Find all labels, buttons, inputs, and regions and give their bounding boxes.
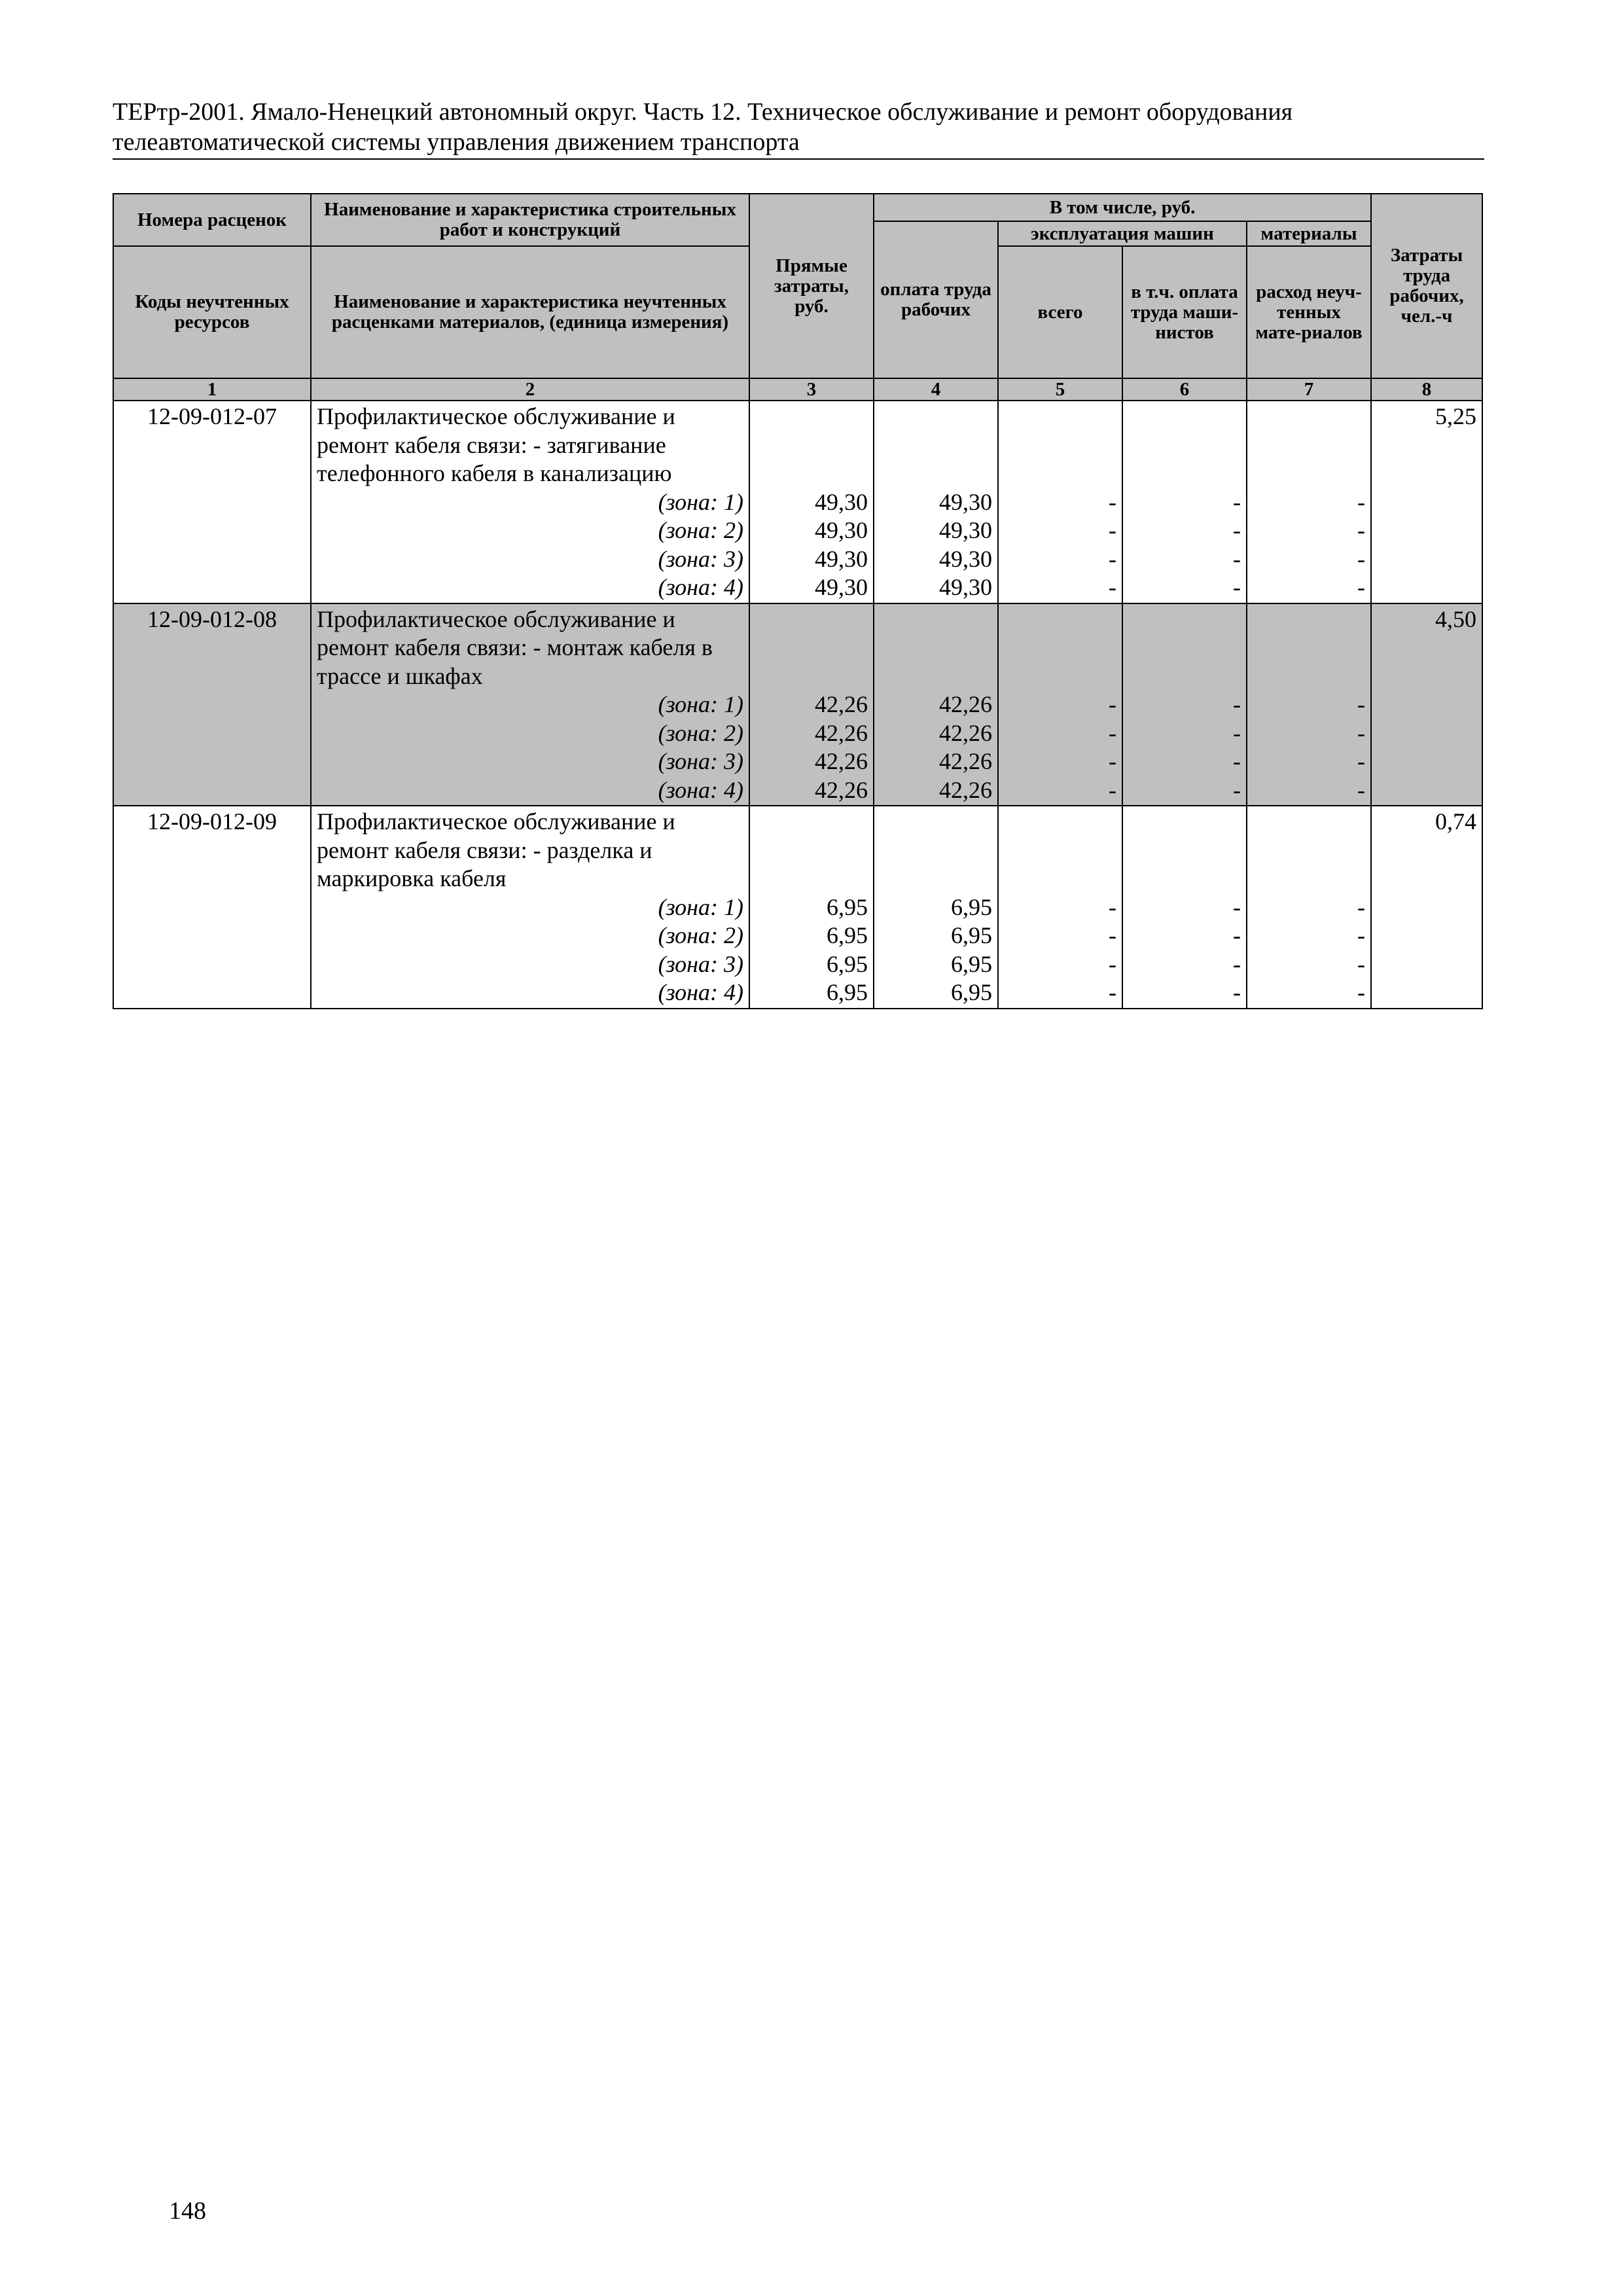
materials-use-value: - (1357, 545, 1366, 572)
labor-pay-value: 49,30 (939, 545, 992, 572)
direct-cost-value: 49,30 (815, 574, 868, 600)
rate-code: 12-09-012-09 (113, 806, 311, 1009)
machines-operator-pay-cell (1122, 401, 1247, 603)
machines-operator-pay-value: - (1233, 488, 1241, 515)
machines-total-value: - (1109, 979, 1116, 1005)
materials-use-value: - (1357, 893, 1366, 920)
header-title-line-1: ТЕРтр-2001. Ямало-Ненецкий автономный округ. Часть 12. Техническое обслуживание и ремонт оборудования (113, 98, 1293, 126)
labor-pay-value: 42,26 (939, 691, 992, 717)
machines-total-cell (998, 603, 1122, 806)
labor-costs-value: 0,74 (1371, 806, 1482, 1009)
machines-operator-pay-value: - (1233, 950, 1241, 977)
price-table (113, 193, 1483, 1009)
materials-use-value: - (1357, 691, 1366, 717)
column-number: 3 (749, 378, 874, 401)
zone-label: (зона: 4) (658, 574, 743, 600)
column-number: 6 (1122, 378, 1247, 401)
page-number: 148 (169, 2197, 206, 2225)
machines-total-value: - (1109, 748, 1116, 774)
machines-operator-pay-value: - (1233, 719, 1241, 746)
machines-operator-pay-value: - (1233, 979, 1241, 1005)
materials-use-value: - (1357, 574, 1366, 600)
zone-label: (зона: 1) (658, 893, 743, 920)
labor-pay-cell (874, 806, 998, 1009)
labor-pay-value: 49,30 (939, 574, 992, 600)
labor-costs-value: 4,50 (1371, 603, 1482, 806)
direct-cost-value: 6,95 (827, 979, 868, 1005)
direct-cost-value: 49,30 (815, 517, 868, 543)
header-including: В том числе, руб. (874, 194, 1371, 221)
labor-costs-value: 5,25 (1371, 401, 1482, 603)
zone-label: (зона: 1) (658, 488, 743, 515)
header-title-line-2: телеавтоматической системы управления движением транспорта (113, 128, 800, 156)
direct-cost-value: 6,95 (827, 950, 868, 977)
direct-cost-value: 49,30 (815, 545, 868, 572)
machines-total-value: - (1109, 517, 1116, 543)
zone-label: (зона: 4) (658, 776, 743, 803)
zone-label: (зона: 3) (658, 950, 743, 977)
labor-pay-value: 42,26 (939, 748, 992, 774)
machines-total-value: - (1109, 719, 1116, 746)
zone-label: (зона: 2) (658, 719, 743, 746)
work-description (311, 401, 749, 603)
description-line: Профилактическое обслуживание и (317, 403, 675, 429)
machines-total-value: - (1109, 545, 1116, 572)
labor-pay-value: 49,30 (939, 517, 992, 543)
labor-pay-value: 6,95 (951, 979, 992, 1005)
materials-use-value: - (1357, 950, 1366, 977)
column-number: 7 (1247, 378, 1371, 401)
description-line: маркировка кабеля (317, 865, 507, 891)
labor-pay-cell (874, 603, 998, 806)
table-row (113, 806, 1482, 1009)
machines-total-value: - (1109, 950, 1116, 977)
zone-label: (зона: 2) (658, 922, 743, 948)
zone-label: (зона: 3) (658, 545, 743, 572)
rate-code: 12-09-012-08 (113, 603, 311, 806)
materials-use-value: - (1357, 719, 1366, 746)
table-row (113, 401, 1482, 603)
table-body (113, 401, 1482, 1009)
machines-total-value: - (1109, 488, 1116, 515)
header-resource-codes: Коды неучтенных ресурсов (113, 246, 311, 378)
description-line: ремонт кабеля связи: - разделка и (317, 836, 652, 863)
materials-use-value: - (1357, 488, 1366, 515)
machines-operator-pay-value: - (1233, 574, 1241, 600)
table-row (113, 603, 1482, 806)
description-line: ремонт кабеля связи: - монтаж кабеля в (317, 634, 713, 660)
machines-operator-pay-value: - (1233, 893, 1241, 920)
header-labor-pay: оплата труда рабочих (874, 221, 998, 378)
direct-costs-cell (749, 401, 874, 603)
column-number: 5 (998, 378, 1122, 401)
description-line: телефонного кабеля в канализацию (317, 460, 672, 486)
materials-use-value: - (1357, 776, 1366, 803)
machines-total-value: - (1109, 893, 1116, 920)
machines-total-value: - (1109, 691, 1116, 717)
labor-pay-value: 6,95 (951, 922, 992, 948)
machines-operator-pay-value: - (1233, 748, 1241, 774)
description-line: ремонт кабеля связи: - затягивание (317, 431, 666, 458)
direct-cost-value: 6,95 (827, 922, 868, 948)
labor-pay-value: 6,95 (951, 950, 992, 977)
work-description (311, 806, 749, 1009)
header-machines-total: всего (998, 246, 1122, 378)
machines-operator-pay-value: - (1233, 776, 1241, 803)
header-direct-costs: Прямые затраты, руб. (749, 194, 874, 378)
header-rate-numbers: Номера расценок (113, 194, 311, 246)
zone-label: (зона: 3) (658, 748, 743, 774)
machines-operator-pay-value: - (1233, 922, 1241, 948)
zone-label: (зона: 4) (658, 979, 743, 1005)
materials-use-cell (1247, 806, 1371, 1009)
materials-use-value: - (1357, 748, 1366, 774)
header-material-name: Наименование и характеристика неучтенных расценками материалов, (единица измерения) (311, 246, 749, 378)
column-number: 1 (113, 378, 311, 401)
materials-use-cell (1247, 401, 1371, 603)
materials-use-cell (1247, 603, 1371, 806)
machines-total-cell (998, 401, 1122, 603)
materials-use-value: - (1357, 979, 1366, 1005)
materials-use-value: - (1357, 922, 1366, 948)
description-line: Профилактическое обслуживание и (317, 605, 675, 632)
labor-pay-value: 42,26 (939, 776, 992, 803)
header-machines-operator-pay: в т.ч. оплата труда маши-нистов (1122, 246, 1247, 378)
machines-total-value: - (1109, 574, 1116, 600)
column-number: 2 (311, 378, 749, 401)
direct-cost-value: 42,26 (815, 719, 868, 746)
document-header (113, 97, 1484, 160)
machines-operator-pay-value: - (1233, 517, 1241, 543)
column-number: 4 (874, 378, 998, 401)
machines-total-value: - (1109, 776, 1116, 803)
materials-use-value: - (1357, 517, 1366, 543)
machines-operator-pay-cell (1122, 806, 1247, 1009)
header-work-name: Наименование и характеристика строительных работ и конструкций (311, 194, 749, 246)
direct-cost-value: 42,26 (815, 691, 868, 717)
header-materials: материалы (1247, 221, 1371, 246)
header-materials-use: расход неуч-тенных мате-риалов (1247, 246, 1371, 378)
machines-operator-pay-value: - (1233, 691, 1241, 717)
direct-costs-cell (749, 603, 874, 806)
work-description (311, 603, 749, 806)
column-number: 8 (1371, 378, 1482, 401)
description-line: трассе и шкафах (317, 662, 483, 689)
machines-total-value: - (1109, 922, 1116, 948)
rate-code: 12-09-012-07 (113, 401, 311, 603)
direct-costs-cell (749, 806, 874, 1009)
header-labor-costs: Затраты труда рабочих, чел.-ч (1371, 194, 1482, 378)
description-line: Профилактическое обслуживание и (317, 808, 675, 834)
direct-cost-value: 42,26 (815, 776, 868, 803)
direct-cost-value: 6,95 (827, 893, 868, 920)
labor-pay-cell (874, 401, 998, 603)
zone-label: (зона: 2) (658, 517, 743, 543)
machines-operator-pay-value: - (1233, 545, 1241, 572)
labor-pay-value: 42,26 (939, 719, 992, 746)
labor-pay-value: 49,30 (939, 488, 992, 515)
header-machines: эксплуатация машин (998, 221, 1247, 246)
machines-operator-pay-cell (1122, 603, 1247, 806)
machines-total-cell (998, 806, 1122, 1009)
direct-cost-value: 49,30 (815, 488, 868, 515)
direct-cost-value: 42,26 (815, 748, 868, 774)
labor-pay-value: 6,95 (951, 893, 992, 920)
zone-label: (зона: 1) (658, 691, 743, 717)
table-header (113, 194, 1482, 401)
